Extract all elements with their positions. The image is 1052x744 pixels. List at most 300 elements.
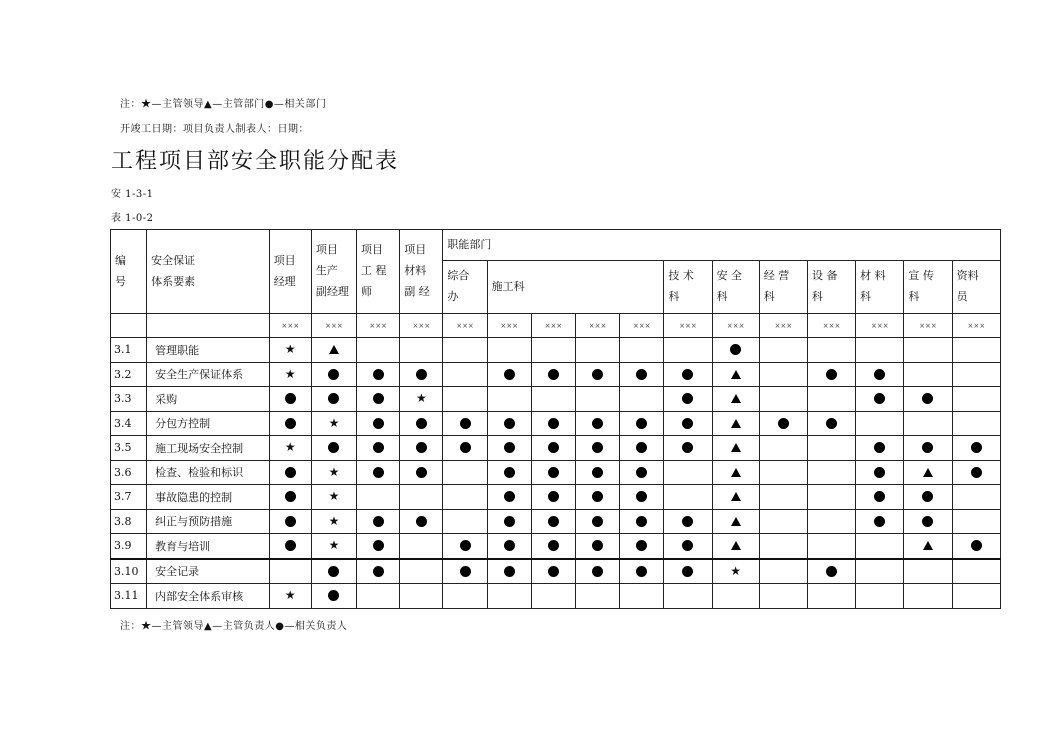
mark-cell [357,411,400,436]
leader-star-icon: ★ [284,342,296,357]
row-number: 3.8 [111,509,147,534]
mark-cell [575,436,619,461]
mark-cell [664,559,712,584]
responsible-dept-triangle-icon [731,468,741,477]
mark-cell [400,485,443,510]
mark-cell [575,411,619,436]
mark-cell [531,460,575,485]
mark-cell [664,485,712,510]
mark-cell [400,362,443,387]
mark-cell [443,338,487,363]
mark-cell [400,338,443,363]
mark-cell [575,485,619,510]
mark-cell [269,436,311,461]
related-dept-dot-icon [504,540,515,551]
mark-cell [712,436,759,461]
related-dept-dot-icon [826,369,837,380]
mark-cell [807,338,855,363]
mark-cell [664,509,712,534]
related-dept-dot-icon [826,566,837,577]
mark-cell [357,387,400,412]
row-element: 分包方控制 [147,411,270,436]
related-dept-dot-icon [416,467,427,478]
mark-cell [443,362,487,387]
mark-cell [952,362,1000,387]
related-dept-dot-icon [460,418,471,429]
mark-cell [269,362,311,387]
mark-cell [443,559,487,584]
mark-cell [904,460,952,485]
mark-cell [712,387,759,412]
row-number: 3.2 [111,362,147,387]
mark-cell [400,411,443,436]
header-material-vice-manager: 项目 材料 副 经 [400,230,443,314]
mark-cell [531,559,575,584]
row-number: 3.7 [111,485,147,510]
row-number: 3.9 [111,534,147,559]
legend-note-bottom: 注：★—主管领导▲—主管负责人●—相关负责人 [120,621,348,632]
mark-cell [807,584,855,609]
form-code-2: 表 1-0-2 [111,213,154,224]
leader-star-icon: ★ [328,538,340,553]
row-element: 施工现场安全控制 [147,436,270,461]
mark-cell [807,559,855,584]
mark-cell [952,387,1000,412]
mark-cell [856,509,904,534]
mark-cell [269,460,311,485]
mark-cell [531,584,575,609]
mark-cell [620,387,664,412]
mark-cell [269,411,311,436]
header-technical-section: 技 术 科 [664,261,712,314]
mark-cell [311,534,356,559]
mark-cell [443,411,487,436]
mark-cell [269,534,311,559]
placeholder-cell: ××× [759,314,807,338]
mark-cell [759,584,807,609]
related-dept-dot-icon [285,467,296,478]
responsible-dept-triangle-icon [329,345,339,354]
mark-cell [759,485,807,510]
mark-cell [311,485,356,510]
related-dept-dot-icon [504,418,515,429]
mark-cell [712,534,759,559]
mark-cell [269,509,311,534]
mark-cell [443,436,487,461]
responsible-dept-triangle-icon [731,419,741,428]
row-element: 事故隐患的控制 [147,485,270,510]
related-dept-dot-icon [285,491,296,502]
mark-cell [759,338,807,363]
mark-cell [357,362,400,387]
mark-cell [311,362,356,387]
related-dept-dot-icon [636,566,647,577]
mark-cell [443,387,487,412]
row-element: 检查、检验和标识 [147,460,270,485]
related-dept-dot-icon [373,467,384,478]
mark-cell [856,485,904,510]
mark-cell [531,509,575,534]
page-title: 工程项目部安全职能分配表 [111,149,400,174]
placeholder-cell: ××× [620,314,664,338]
mark-cell [443,534,487,559]
mark-cell [311,411,356,436]
mark-cell [311,460,356,485]
mark-cell [904,559,952,584]
related-dept-dot-icon [971,442,982,453]
mark-cell [357,436,400,461]
mark-cell [269,387,311,412]
mark-cell [400,584,443,609]
mark-cell [269,485,311,510]
header-general-office: 综合 办 [443,261,487,314]
related-dept-dot-icon [504,566,515,577]
mark-cell [952,460,1000,485]
mark-cell [807,485,855,510]
row-element: 纠正与预防措施 [147,509,270,534]
mark-cell [400,534,443,559]
table-row [111,411,1001,436]
mark-cell [952,485,1000,510]
related-dept-dot-icon [592,467,603,478]
placeholder-cell: ××× [664,314,712,338]
mark-cell [904,387,952,412]
related-dept-dot-icon [682,566,693,577]
placeholder-cell: ××× [904,314,952,338]
related-dept-dot-icon [460,566,471,577]
mark-cell [759,387,807,412]
related-dept-dot-icon [416,516,427,527]
related-dept-dot-icon [682,393,693,404]
mark-cell [311,436,356,461]
header-functional-departments: 职能部门 [443,230,1001,261]
placeholder-cell: ××× [807,314,855,338]
related-dept-dot-icon [373,442,384,453]
related-dept-dot-icon [778,418,789,429]
mark-cell [904,584,952,609]
related-dept-dot-icon [636,467,647,478]
related-dept-dot-icon [373,516,384,527]
table-row [111,338,1001,363]
table-row [111,387,1001,412]
header-equipment-section: 设 备 科 [807,261,855,314]
row-number: 3.10 [111,559,147,584]
related-dept-dot-icon [373,393,384,404]
mark-cell [620,509,664,534]
related-dept-dot-icon [922,442,933,453]
mark-cell [575,559,619,584]
mark-cell [487,387,531,412]
mark-cell [357,509,400,534]
mark-cell [712,509,759,534]
table-body [111,338,1001,609]
related-dept-dot-icon [373,566,384,577]
mark-cell [531,387,575,412]
related-dept-dot-icon [548,540,559,551]
mark-cell [400,436,443,461]
header-number: 编 号 [111,230,147,314]
mark-cell [904,411,952,436]
related-dept-dot-icon [636,442,647,453]
mark-cell [620,338,664,363]
row-number: 3.11 [111,584,147,609]
related-dept-dot-icon [636,540,647,551]
mark-cell [357,460,400,485]
row-element: 管理职能 [147,338,270,363]
table-row [111,509,1001,534]
related-dept-dot-icon [592,566,603,577]
legend-note-top: 注：★—主管领导▲—主管部门●—相关部门 [120,99,327,110]
mark-cell [664,362,712,387]
related-dept-dot-icon [416,442,427,453]
related-dept-dot-icon [285,418,296,429]
mark-cell [807,411,855,436]
related-dept-dot-icon [592,418,603,429]
mark-cell [759,534,807,559]
mark-cell [620,411,664,436]
related-dept-dot-icon [874,393,885,404]
mark-cell [904,362,952,387]
mark-cell [712,485,759,510]
mark-cell [311,584,356,609]
mark-cell [531,485,575,510]
mark-cell [620,584,664,609]
related-dept-dot-icon [636,418,647,429]
mark-cell [269,338,311,363]
placeholder-cell: ××× [357,314,400,338]
mark-cell [531,436,575,461]
placeholder-cell: ××× [400,314,443,338]
related-dept-dot-icon [922,516,933,527]
row-number: 3.1 [111,338,147,363]
mark-cell [664,387,712,412]
related-dept-dot-icon [328,566,339,577]
leader-star-icon: ★ [284,366,296,381]
mark-cell [952,584,1000,609]
responsible-dept-triangle-icon [923,468,933,477]
mark-cell [620,460,664,485]
mark-cell [664,460,712,485]
mark-cell [487,584,531,609]
mark-cell [712,411,759,436]
responsible-dept-triangle-icon [731,394,741,403]
mark-cell [856,559,904,584]
mark-cell [531,338,575,363]
mark-cell [311,559,356,584]
mark-cell [487,509,531,534]
header-business-section: 经 营 科 [759,261,807,314]
related-dept-dot-icon [373,369,384,380]
placeholder-cell: ××× [311,314,356,338]
header-project-engineer: 项目 工 程 师 [357,230,400,314]
related-dept-dot-icon [548,418,559,429]
related-dept-dot-icon [373,418,384,429]
leader-star-icon: ★ [415,391,427,406]
header-publicity-section: 宣 传 科 [904,261,952,314]
leader-star-icon: ★ [328,415,340,430]
related-dept-dot-icon [971,467,982,478]
mark-cell [311,387,356,412]
mark-cell [620,559,664,584]
related-dept-dot-icon [592,516,603,527]
mark-cell [487,362,531,387]
mark-cell [575,362,619,387]
mark-cell [620,436,664,461]
mark-cell [856,460,904,485]
mark-cell [807,534,855,559]
row-number: 3.6 [111,460,147,485]
responsible-dept-triangle-icon [731,541,741,550]
dates-line: 开竣工日期：项目负责人制表人：日期： [120,124,309,135]
mark-cell [443,485,487,510]
safety-function-table [110,229,1001,609]
responsible-dept-triangle-icon [731,370,741,379]
mark-cell [400,460,443,485]
mark-cell [759,509,807,534]
leader-star-icon: ★ [328,513,340,528]
related-dept-dot-icon [874,491,885,502]
related-dept-dot-icon [592,540,603,551]
related-dept-dot-icon [504,369,515,380]
mark-cell [357,584,400,609]
mark-cell [269,584,311,609]
related-dept-dot-icon [460,442,471,453]
related-dept-dot-icon [971,540,982,551]
mark-cell [807,436,855,461]
mark-cell [759,460,807,485]
related-dept-dot-icon [285,540,296,551]
placeholder-cell: ××× [269,314,311,338]
related-dept-dot-icon [682,540,693,551]
mark-cell [531,411,575,436]
mark-cell [487,559,531,584]
mark-cell [357,485,400,510]
row-element: 安全记录 [147,559,270,584]
mark-cell [759,411,807,436]
mark-cell [856,584,904,609]
mark-cell [712,460,759,485]
mark-cell [856,387,904,412]
related-dept-dot-icon [504,442,515,453]
mark-cell [487,338,531,363]
mark-cell [311,338,356,363]
mark-cell [807,362,855,387]
row-number: 3.3 [111,387,147,412]
header-construction-section: 施工科 [487,261,664,314]
related-dept-dot-icon [682,369,693,380]
form-code-1: 安 1-3-1 [111,189,154,200]
leader-star-icon: ★ [328,489,340,504]
mark-cell [712,362,759,387]
header-project-manager: 项目 经理 [269,230,311,314]
row-element: 安全生产保证体系 [147,362,270,387]
related-dept-dot-icon [548,491,559,502]
related-dept-dot-icon [328,369,339,380]
row-number: 3.4 [111,411,147,436]
related-dept-dot-icon [328,590,339,601]
mark-cell [487,485,531,510]
mark-cell [357,534,400,559]
header-documentation-clerk: 资料 员 [952,261,1000,314]
mark-cell [807,387,855,412]
related-dept-dot-icon [548,566,559,577]
mark-cell [759,436,807,461]
mark-cell [759,559,807,584]
mark-cell [952,436,1000,461]
mark-cell [487,534,531,559]
mark-cell [311,509,356,534]
related-dept-dot-icon [328,442,339,453]
mark-cell [952,509,1000,534]
responsible-dept-triangle-icon [731,492,741,501]
placeholder-cell: ××× [443,314,487,338]
leader-star-icon: ★ [284,440,296,455]
related-dept-dot-icon [548,467,559,478]
mark-cell [904,534,952,559]
mark-cell [904,509,952,534]
mark-cell [904,338,952,363]
placeholder-cell: ××× [856,314,904,338]
mark-cell [620,362,664,387]
related-dept-dot-icon [874,369,885,380]
mark-cell [664,584,712,609]
related-dept-dot-icon [504,516,515,527]
related-dept-dot-icon [922,393,933,404]
related-dept-dot-icon [328,393,339,404]
placeholder-row [111,314,1001,338]
mark-cell [400,509,443,534]
table-row [111,362,1001,387]
mark-cell [856,362,904,387]
related-dept-dot-icon [636,369,647,380]
row-element: 采购 [147,387,270,412]
related-dept-dot-icon [874,516,885,527]
related-dept-dot-icon [548,442,559,453]
mark-cell [952,411,1000,436]
mark-cell [400,387,443,412]
mark-cell [904,485,952,510]
row-element: 教育与培训 [147,534,270,559]
mark-cell [712,338,759,363]
mark-cell [759,362,807,387]
table-row [111,534,1001,559]
related-dept-dot-icon [373,540,384,551]
related-dept-dot-icon [416,369,427,380]
related-dept-dot-icon [826,418,837,429]
related-dept-dot-icon [682,442,693,453]
mark-cell [856,436,904,461]
related-dept-dot-icon [592,491,603,502]
leader-star-icon: ★ [328,464,340,479]
related-dept-dot-icon [636,516,647,527]
table-row [111,584,1001,609]
mark-cell [712,584,759,609]
table-row [111,460,1001,485]
mark-cell [664,338,712,363]
mark-cell [856,534,904,559]
mark-cell [712,559,759,584]
related-dept-dot-icon [285,393,296,404]
mark-cell [620,485,664,510]
mark-cell [575,338,619,363]
mark-cell [487,460,531,485]
responsible-dept-triangle-icon [923,541,933,550]
mark-cell [357,338,400,363]
related-dept-dot-icon [285,516,296,527]
table-row [111,485,1001,510]
mark-cell [443,584,487,609]
mark-cell [575,387,619,412]
